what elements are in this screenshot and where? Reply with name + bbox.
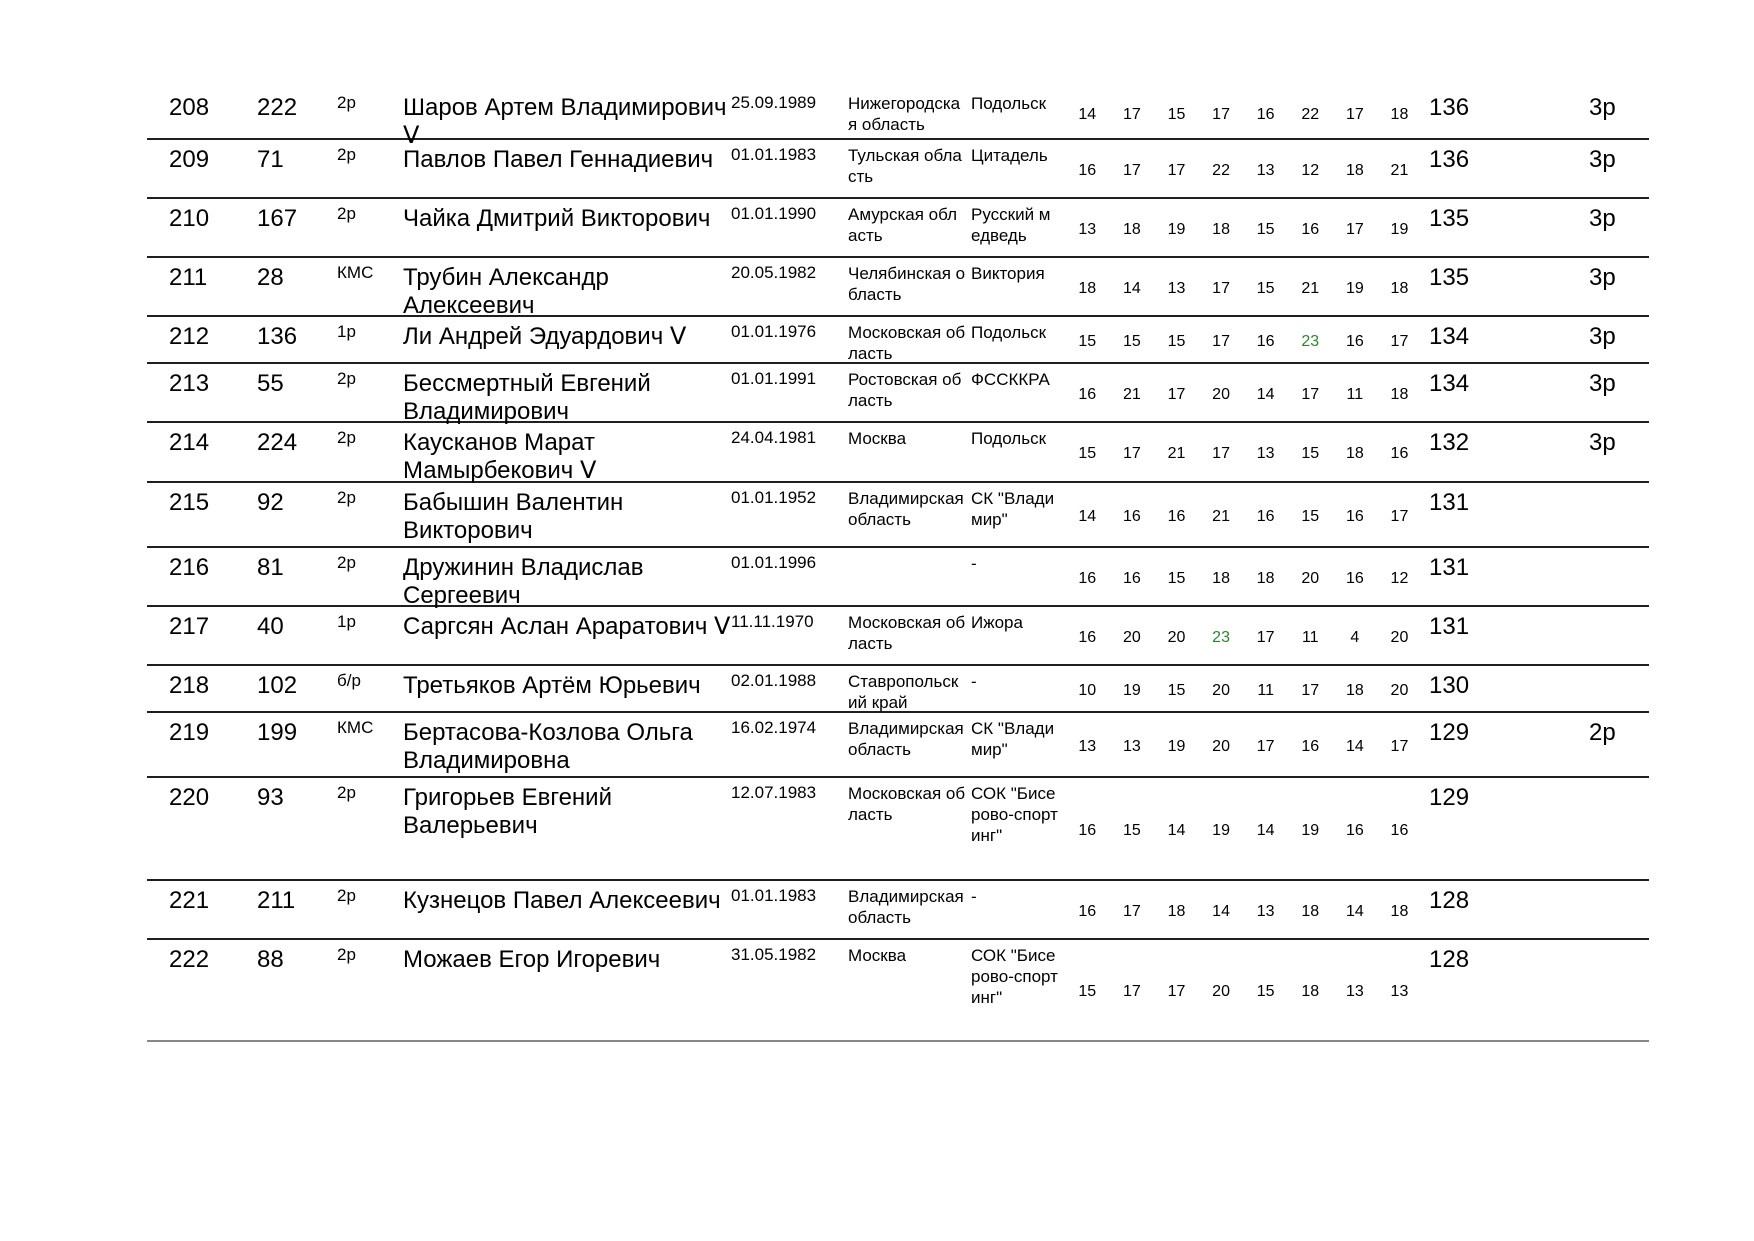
total-score-cell: 132 (1429, 429, 1470, 456)
round-score-cell: 18 (1301, 903, 1320, 920)
round-score-cell: 13 (1167, 280, 1186, 297)
birth-date-cell: 31.05.1982 (731, 945, 817, 964)
round-scores (1065, 508, 1422, 526)
rank-cell: 3р (1589, 370, 1616, 397)
total-score-cell: 129 (1429, 784, 1470, 811)
place-cell: 218 (169, 672, 210, 699)
round-score-cell: 11 (1346, 386, 1364, 403)
category-cell: 2р (337, 369, 356, 388)
round-score-cell: 15 (1167, 106, 1186, 123)
category-cell: КМС (337, 718, 374, 737)
category-cell: 2р (337, 886, 356, 905)
round-score-cell: 16 (1345, 570, 1364, 587)
table-row (147, 607, 1649, 666)
table-row (147, 364, 1649, 423)
rank-cell: 3р (1589, 146, 1616, 173)
round-score-cell: 20 (1122, 629, 1141, 646)
athlete-name-cell: Чайка Дмитрий Викторович (403, 205, 711, 232)
table-row (147, 483, 1649, 548)
round-score-cell: 14 (1345, 903, 1364, 920)
region-cell: Ставропольский край (848, 672, 959, 712)
round-score-cell: 11 (1257, 682, 1274, 699)
round-scores (1065, 903, 1422, 921)
round-scores (1065, 738, 1422, 756)
region-cell: Владимирская область (848, 719, 964, 759)
rank-cell: 3р (1589, 205, 1616, 232)
round-score-cell: 18 (1390, 903, 1409, 920)
round-score-cell: 20 (1212, 386, 1230, 403)
round-score-cell: 17 (1122, 106, 1141, 123)
bib-number-cell: 92 (257, 489, 284, 516)
round-score-cell: 22 (1301, 106, 1320, 123)
round-score-cell: 17 (1212, 333, 1230, 350)
club-cell: Цитадель (971, 146, 1048, 165)
birth-date-cell: 01.01.1976 (731, 322, 817, 341)
round-score-cell: 13 (1345, 983, 1364, 1000)
athlete-name-cell: Павлов Павел Геннадиевич (403, 146, 714, 173)
athlete-name-cell: Ли Андрей Эдуардович ᐯ (403, 323, 687, 350)
category-cell: КМС (337, 263, 374, 282)
round-score-cell: 15 (1122, 333, 1141, 350)
club-cell: - (971, 554, 977, 573)
round-score-cell: 17 (1167, 162, 1186, 179)
round-score-cell: 17 (1390, 508, 1409, 525)
round-score-cell: 20 (1212, 738, 1230, 755)
region-cell: Нижегородская область (848, 94, 961, 134)
round-score-cell: 17 (1212, 106, 1230, 123)
round-score-cell: 17 (1390, 738, 1409, 755)
total-score-cell: 128 (1429, 887, 1470, 914)
total-score-cell: 131 (1429, 489, 1470, 516)
athlete-name-cell: Бабышин Валентин Викторович (403, 489, 624, 544)
birth-date-cell: 01.01.1996 (731, 553, 817, 572)
round-scores (1065, 221, 1422, 239)
bib-number-cell: 102 (257, 672, 298, 699)
round-score-cell: 20 (1301, 570, 1320, 587)
round-scores (1065, 570, 1422, 588)
round-score-cell: 12 (1390, 570, 1409, 587)
bib-number-cell: 55 (257, 370, 284, 397)
region-cell: Амурская область (848, 205, 958, 245)
round-score-cell: 12 (1301, 162, 1320, 179)
bib-number-cell: 211 (257, 887, 296, 914)
round-score-cell: 19 (1301, 822, 1320, 839)
round-score-cell: 11 (1301, 629, 1319, 646)
table-row (147, 258, 1649, 317)
round-score-cell: 17 (1345, 221, 1364, 238)
round-score-cell: 17 (1256, 629, 1275, 646)
round-scores (1065, 333, 1422, 351)
round-score-cell: 16 (1390, 445, 1409, 462)
round-score-cell: 15 (1256, 221, 1275, 238)
rank-cell: 3р (1589, 264, 1616, 291)
round-score-cell: 15 (1167, 333, 1186, 350)
round-score-cell: 17 (1122, 983, 1141, 1000)
region-cell: Московская область (848, 613, 966, 653)
club-cell: СОК "Бисерово-спортинг" (971, 946, 1058, 1007)
round-score-cell: 16 (1078, 903, 1097, 920)
round-score-cell: 17 (1122, 445, 1141, 462)
rank-cell: 2р (1589, 719, 1616, 746)
category-cell: 2р (337, 488, 356, 507)
place-cell: 213 (169, 370, 210, 397)
bib-number-cell: 71 (257, 146, 284, 173)
round-scores (1065, 983, 1422, 1001)
table-row (147, 666, 1649, 713)
round-score-cell: 16 (1256, 106, 1275, 123)
region-cell: Московская область (848, 784, 966, 824)
round-score-cell: 18 (1390, 386, 1409, 403)
round-score-cell: 18 (1345, 162, 1364, 179)
round-score-cell: 16 (1256, 508, 1275, 525)
club-cell: СК "Владимир" (971, 489, 1055, 529)
round-score-cell: 21 (1390, 162, 1409, 179)
birth-date-cell: 02.01.1988 (731, 671, 817, 690)
region-cell: Челябинская область (848, 264, 966, 304)
table-row (147, 548, 1649, 607)
region-cell: Москва (848, 946, 907, 965)
round-scores (1065, 386, 1422, 404)
club-cell: Ижора (971, 613, 1023, 632)
category-cell: 2р (337, 428, 356, 447)
round-score-cell: 14 (1256, 386, 1275, 403)
table-row (147, 140, 1649, 199)
birth-date-cell: 24.04.1981 (731, 428, 817, 447)
region-cell: Владимирская область (848, 887, 964, 927)
round-score-cell: 14 (1078, 508, 1097, 525)
table-row (147, 778, 1649, 881)
category-cell: 2р (337, 145, 356, 164)
round-score-cell: 16 (1078, 822, 1097, 839)
round-score-cell: 17 (1212, 280, 1230, 297)
bib-number-cell: 224 (257, 429, 298, 456)
round-scores (1065, 106, 1422, 124)
round-score-cell: 13 (1122, 738, 1141, 755)
round-scores (1065, 682, 1422, 700)
round-score-cell: 15 (1301, 445, 1320, 462)
club-cell: - (971, 672, 977, 691)
birth-date-cell: 11.11.1970 (731, 612, 814, 631)
round-score-cell: 17 (1167, 386, 1186, 403)
round-score-cell: 18 (1345, 682, 1364, 699)
round-score-cell: 14 (1167, 822, 1186, 839)
club-cell: Подольск (971, 429, 1047, 448)
total-score-cell: 131 (1429, 613, 1470, 640)
round-score-cell: 20 (1390, 682, 1409, 699)
category-cell: 1р (337, 612, 356, 631)
birth-date-cell: 01.01.1983 (731, 886, 817, 905)
round-score-cell: 15 (1078, 445, 1097, 462)
round-score-cell: 18 (1390, 106, 1409, 123)
region-cell: Владимирская область (848, 489, 964, 529)
total-score-cell: 135 (1429, 205, 1470, 232)
total-score-cell: 131 (1429, 554, 1470, 581)
round-score-cell: 17 (1301, 386, 1320, 403)
place-cell: 210 (169, 205, 210, 232)
category-cell: 2р (337, 204, 356, 223)
bib-number-cell: 88 (257, 946, 284, 973)
round-scores (1065, 629, 1422, 647)
results-table (147, 88, 1649, 1042)
total-score-cell: 136 (1429, 146, 1470, 173)
athlete-name-cell: Трубин Александр Алексеевич (403, 264, 609, 319)
birth-date-cell: 01.01.1952 (731, 488, 817, 507)
round-score-cell: 19 (1122, 682, 1141, 699)
category-cell: 1р (337, 322, 356, 341)
athlete-name-cell: Григорьев Евгений Валерьевич (403, 784, 612, 839)
place-cell: 209 (169, 146, 210, 173)
round-score-cell: 16 (1078, 570, 1097, 587)
round-score-cell: 16 (1301, 221, 1320, 238)
club-cell: ФССККРА (971, 370, 1050, 389)
round-score-cell: 17 (1122, 162, 1141, 179)
rank-cell: 3р (1589, 429, 1616, 456)
round-scores (1065, 445, 1422, 463)
round-score-cell: 23 (1212, 629, 1230, 646)
table-row (147, 713, 1649, 778)
bib-number-cell: 222 (257, 94, 298, 121)
rank-cell: 3р (1589, 323, 1616, 350)
round-score-cell: 20 (1167, 629, 1186, 646)
table-row (147, 317, 1649, 364)
region-cell: Тульская область (848, 146, 962, 186)
table-row (147, 88, 1649, 149)
category-cell: 2р (337, 93, 356, 112)
table-row (147, 940, 1649, 1042)
round-score-cell: 16 (1078, 629, 1097, 646)
round-score-cell: 15 (1167, 682, 1186, 699)
round-score-cell: 22 (1212, 162, 1230, 179)
round-score-cell: 19 (1167, 221, 1186, 238)
round-score-cell: 13 (1256, 162, 1275, 179)
place-cell: 222 (169, 946, 210, 973)
round-score-cell: 16 (1167, 508, 1186, 525)
round-score-cell: 19 (1390, 221, 1409, 238)
round-score-cell: 18 (1345, 445, 1364, 462)
round-score-cell: 17 (1212, 445, 1230, 462)
birth-date-cell: 16.02.1974 (731, 718, 817, 737)
round-score-cell: 16 (1122, 570, 1141, 587)
region-cell: Москва (848, 429, 907, 448)
round-score-cell: 17 (1167, 983, 1186, 1000)
total-score-cell: 128 (1429, 946, 1470, 973)
athlete-name-cell: Кузнецов Павел Алексеевич (403, 887, 721, 914)
total-score-cell: 136 (1429, 94, 1470, 121)
round-score-cell: 18 (1301, 983, 1320, 1000)
bib-number-cell: 167 (257, 205, 298, 232)
round-score-cell: 21 (1122, 386, 1141, 403)
table-row (147, 881, 1649, 940)
round-score-cell: 15 (1256, 983, 1275, 1000)
round-score-cell: 14 (1122, 280, 1141, 297)
bib-number-cell: 28 (257, 264, 284, 291)
round-score-cell: 13 (1078, 221, 1097, 238)
round-score-cell: 17 (1301, 682, 1320, 699)
total-score-cell: 129 (1429, 719, 1470, 746)
round-score-cell: 16 (1345, 508, 1364, 525)
athlete-name-cell: Каусканов Марат Мамырбекович ᐯ (403, 429, 597, 484)
athlete-name-cell: Шаров Артем Владимирович ᐯ (403, 94, 727, 149)
round-score-cell: 20 (1212, 983, 1230, 1000)
round-score-cell: 10 (1078, 682, 1097, 699)
round-score-cell: 18 (1122, 221, 1141, 238)
round-score-cell: 20 (1390, 629, 1409, 646)
round-score-cell: 16 (1256, 333, 1275, 350)
round-score-cell: 16 (1078, 386, 1097, 403)
round-score-cell: 21 (1301, 280, 1320, 297)
region-cell: Ростовская область (848, 370, 962, 410)
place-cell: 219 (169, 719, 210, 746)
total-score-cell: 130 (1429, 672, 1470, 699)
round-score-cell: 13 (1390, 983, 1409, 1000)
athlete-name-cell: Бертасова-Козлова Ольга Владимировна (403, 719, 693, 774)
round-score-cell: 15 (1122, 822, 1141, 839)
round-score-cell: 18 (1212, 570, 1230, 587)
round-score-cell: 15 (1078, 983, 1097, 1000)
bib-number-cell: 81 (257, 554, 284, 581)
round-score-cell: 19 (1345, 280, 1364, 297)
club-cell: Русский медведь (971, 205, 1051, 245)
club-cell: Подольск (971, 94, 1047, 113)
birth-date-cell: 01.01.1983 (731, 145, 817, 164)
round-score-cell: 13 (1256, 903, 1275, 920)
round-scores (1065, 822, 1422, 840)
round-score-cell: 14 (1078, 106, 1097, 123)
round-score-cell: 16 (1390, 822, 1409, 839)
bib-number-cell: 136 (257, 323, 298, 350)
round-score-cell: 13 (1256, 445, 1275, 462)
bib-number-cell: 199 (257, 719, 298, 746)
club-cell: СОК "Бисерово-спортинг" (971, 784, 1058, 845)
place-cell: 215 (169, 489, 210, 516)
round-score-cell: 17 (1390, 333, 1409, 350)
table-row (147, 423, 1649, 483)
round-score-cell: 16 (1345, 333, 1364, 350)
round-score-cell: 16 (1122, 508, 1141, 525)
round-score-cell: 4 (1350, 629, 1360, 646)
round-score-cell: 17 (1345, 106, 1364, 123)
athlete-name-cell: Бессмертный Евгений Владимирович (403, 370, 651, 425)
round-score-cell: 13 (1078, 738, 1097, 755)
club-cell: - (971, 887, 977, 906)
round-score-cell: 21 (1212, 508, 1230, 525)
round-score-cell: 18 (1212, 221, 1230, 238)
round-score-cell: 17 (1256, 738, 1275, 755)
total-score-cell: 134 (1429, 370, 1470, 397)
round-score-cell: 19 (1212, 822, 1230, 839)
birth-date-cell: 01.01.1990 (731, 204, 817, 223)
athlete-name-cell: Саргсян Аслан Араратович ᐯ (403, 613, 731, 640)
round-score-cell: 14 (1345, 738, 1364, 755)
round-score-cell: 16 (1345, 822, 1364, 839)
place-cell: 216 (169, 554, 210, 581)
club-cell: Подольск (971, 323, 1047, 342)
round-score-cell: 17 (1122, 903, 1141, 920)
round-score-cell: 18 (1167, 903, 1186, 920)
region-cell: Московская область (848, 323, 966, 363)
round-score-cell: 18 (1078, 280, 1097, 297)
category-cell: 2р (337, 553, 356, 572)
club-cell: СК "Владимир" (971, 719, 1055, 759)
round-scores (1065, 162, 1422, 180)
round-score-cell: 23 (1301, 333, 1320, 350)
place-cell: 211 (169, 264, 208, 291)
category-cell: 2р (337, 783, 356, 802)
round-score-cell: 15 (1256, 280, 1275, 297)
place-cell: 214 (169, 429, 210, 456)
place-cell: 221 (169, 887, 210, 914)
total-score-cell: 134 (1429, 323, 1470, 350)
round-score-cell: 15 (1301, 508, 1320, 525)
category-cell: б/р (337, 671, 361, 690)
round-score-cell: 18 (1256, 570, 1275, 587)
bib-number-cell: 40 (257, 613, 284, 640)
athlete-name-cell: Можаев Егор Игоревич (403, 946, 661, 973)
bib-number-cell: 93 (257, 784, 284, 811)
place-cell: 212 (169, 323, 210, 350)
round-score-cell: 15 (1078, 333, 1097, 350)
place-cell: 220 (169, 784, 210, 811)
rank-cell: 3р (1589, 94, 1616, 121)
birth-date-cell: 12.07.1983 (731, 783, 817, 802)
place-cell: 217 (169, 613, 210, 640)
total-score-cell: 135 (1429, 264, 1470, 291)
round-score-cell: 19 (1167, 738, 1186, 755)
round-score-cell: 14 (1212, 903, 1230, 920)
birth-date-cell: 01.01.1991 (731, 369, 817, 388)
category-cell: 2р (337, 945, 356, 964)
athlete-name-cell: Дружинин Владислав Сергеевич (403, 554, 644, 609)
birth-date-cell: 25.09.1989 (731, 93, 817, 112)
round-score-cell: 21 (1167, 445, 1186, 462)
table-row (147, 199, 1649, 258)
athlete-name-cell: Третьяков Артём Юрьевич (403, 672, 701, 699)
round-score-cell: 18 (1390, 280, 1409, 297)
round-score-cell: 14 (1256, 822, 1275, 839)
place-cell: 208 (169, 94, 210, 121)
round-score-cell: 15 (1167, 570, 1186, 587)
round-scores (1065, 280, 1422, 298)
round-score-cell: 16 (1078, 162, 1097, 179)
round-score-cell: 16 (1301, 738, 1320, 755)
club-cell: Виктория (971, 264, 1045, 283)
round-score-cell: 20 (1212, 682, 1230, 699)
birth-date-cell: 20.05.1982 (731, 263, 817, 282)
